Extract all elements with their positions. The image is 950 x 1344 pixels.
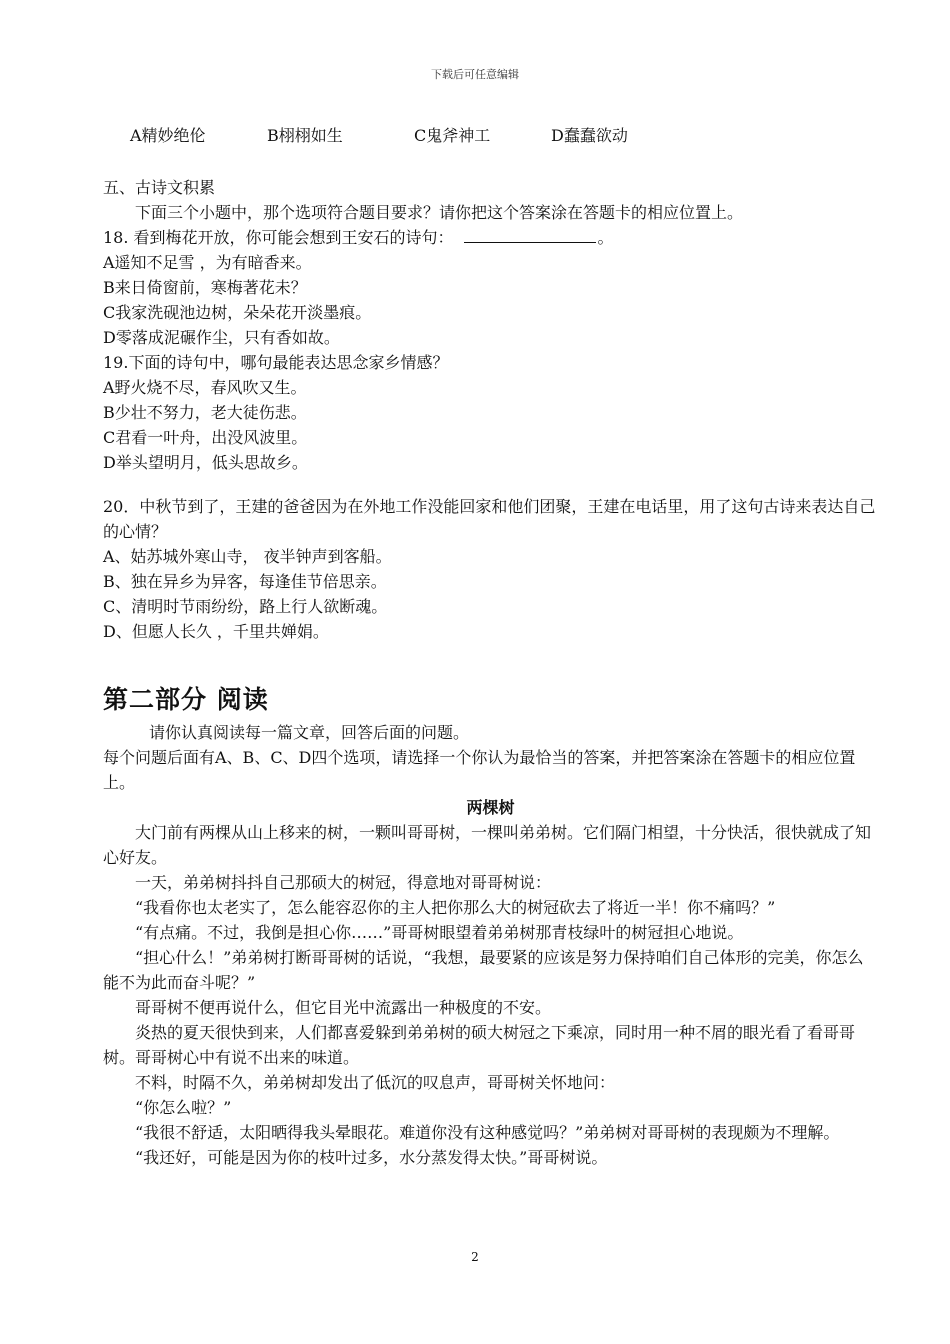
q18-option-b: B来日倚窗前，寒梅著花未？ [103, 278, 307, 297]
question-18-end: 。 [597, 228, 614, 247]
q19-option-b: B少壮不努力，老大徒伤悲。 [103, 403, 307, 422]
q18-option-d: D零落成泥碾作尘，只有香如故。 [103, 328, 340, 347]
reading-instruction-1: 请你认真阅读每一篇文章，回答后面的问题。 [149, 723, 470, 742]
q19-option-c: C君看一叶舟，出没风波里。 [103, 428, 308, 447]
story-title: 两棵树 [466, 798, 515, 817]
story-paragraph: “你怎么啦？” [135, 1098, 232, 1117]
option-b: B栩栩如生 [267, 126, 343, 145]
section-five-instruction: 下面三个小题中，那个选项符合题目要求？请你把这个答案涂在答题卡的相应位置上。 [135, 203, 744, 222]
story-paragraph: 哥哥树不便再说什么，但它目光中流露出一种极度的不安。 [135, 998, 552, 1017]
story-paragraph: 炎热的夏天很快到来，人们都喜爱躲到弟弟树的硕大树冠之下乘凉，同时用一种不屑的眼光看了看哥哥树。哥哥树心中有说不出来的味道。 [103, 1023, 856, 1067]
answer-blank [464, 228, 596, 243]
section-five [103, 175, 878, 644]
option-c: C鬼斧神工 [414, 126, 491, 145]
part-two-title: 第二部分 阅读 [103, 685, 269, 714]
q18-option-a: A遥知不足雪 ，为有暗香来。 [103, 253, 312, 272]
previous-question-options [130, 124, 890, 148]
q20-option-b: B、独在异乡为异客，每逢佳节倍思亲。 [103, 572, 387, 591]
reading-instruction-2: 每个问题后面有A、B、C、D四个选项，请选择一个你认为最恰当的答案，并把答案涂在答题卡的相应位置上。 [103, 748, 856, 792]
question-18-stem: 18. 看到梅花开放，你可能会想到王安石的诗句： [103, 228, 454, 247]
story-paragraph: “我很不舒适，太阳晒得我头晕眼花。难道你没有这种感觉吗？”弟弟树对哥哥树的表现颇为不理解。 [135, 1123, 840, 1142]
q18-option-c: C我家洗砚池边树，朵朵花开淡墨痕。 [103, 303, 372, 322]
reading-section [103, 720, 878, 1170]
q19-option-d: D举头望明月，低头思故乡。 [103, 453, 308, 472]
question-18 [103, 225, 878, 250]
question-20-stem: 20．中秋节到了，王建的爸爸因为在外地工作没能回家和他们团聚，王建在电话里，用了这句古诗来表达自己的心情？ [103, 497, 876, 541]
story-paragraph: 大门前有两棵从山上移来的树，一颗叫哥哥树，一棵叫弟弟树。它们隔门相望，十分快活，很快就成了知心好友。 [103, 823, 872, 867]
story-paragraph: “我还好，可能是因为你的枝叶过多，水分蒸发得太快。”哥哥树说。 [135, 1148, 608, 1167]
question-19-stem: 19.下面的诗句中，哪句最能表达思念家乡情感？ [103, 353, 449, 372]
story-paragraph: “我看你也太老实了，怎么能容忍你的主人把你那么大的树冠砍去了将近一半！你不痛吗？” [135, 898, 776, 917]
story-paragraph: 不料，时隔不久，弟弟树却发出了低沉的叹息声，哥哥树关怀地问： [135, 1073, 616, 1092]
q19-option-a: A野火烧不尽，春风吹又生。 [103, 378, 307, 397]
section-five-title: 五、古诗文积累 [103, 178, 216, 197]
story-paragraph: “有点痛。不过，我倒是担心你……”哥哥树眼望着弟弟树那青枝绿叶的树冠担心地说。 [135, 923, 744, 942]
option-d: D蠢蠢欲动 [551, 126, 628, 145]
page-number: 2 [471, 1250, 479, 1264]
page-header: 下载后可任意编辑 [431, 68, 519, 81]
q20-option-c: C、清明时节雨纷纷，路上行人欲断魂。 [103, 597, 388, 616]
q20-option-a: A、姑苏城外寒山寺， 夜半钟声到客船。 [103, 547, 392, 566]
q20-option-d: D、但愿人长久 ，千里共婵娟。 [103, 622, 329, 641]
story-paragraph: “担心什么！”弟弟树打断哥哥树的话说，“我想，最要紧的应该是努力保持咱们自己体形的完美，你怎么能不为此而奋斗呢？” [103, 948, 864, 992]
spacer [103, 475, 878, 494]
option-a: A精妙绝伦 [130, 126, 206, 145]
story-paragraph: 一天，弟弟树抖抖自己那硕大的树冠，得意地对哥哥树说： [135, 873, 552, 892]
